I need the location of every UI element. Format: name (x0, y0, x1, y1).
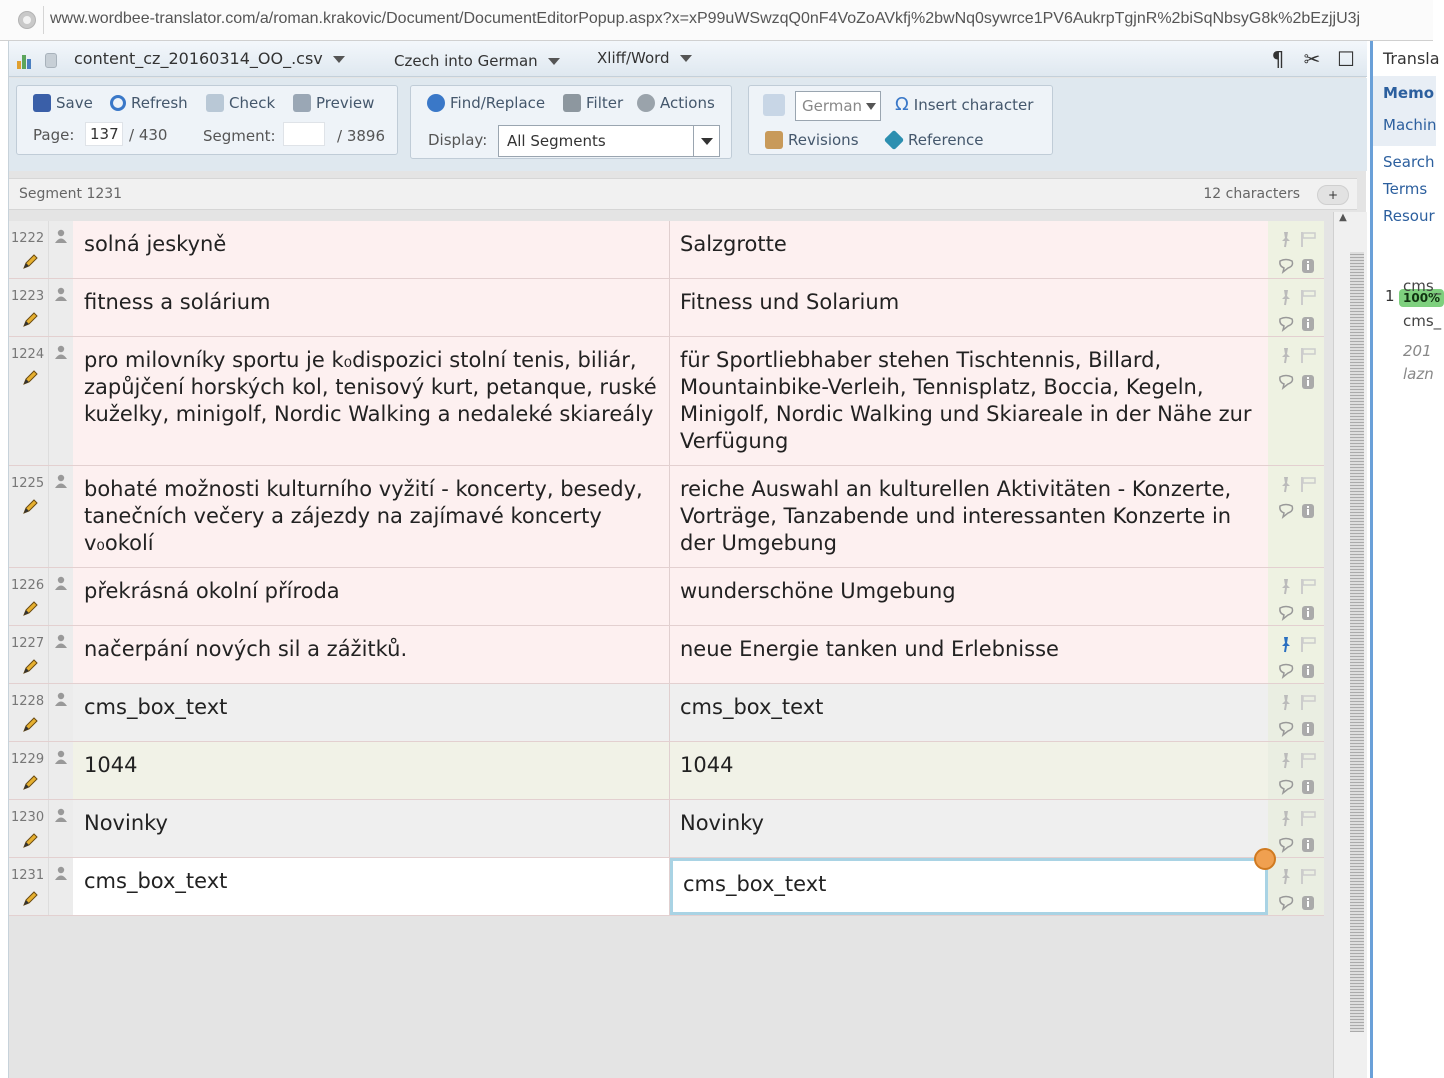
user-icon (55, 229, 67, 243)
segment-actions (1268, 858, 1324, 915)
current-segment-label: Segment 1231 (19, 186, 123, 202)
comment-icon[interactable] (1278, 374, 1294, 390)
reference-icon (884, 130, 904, 150)
editor-toolbar (9, 78, 1367, 171)
pencil-icon[interactable] (21, 253, 39, 271)
segment-total: / 3896 (337, 127, 385, 145)
refresh-button[interactable] (110, 94, 188, 112)
user-icon (55, 576, 67, 590)
flag-icon[interactable] (1300, 752, 1316, 768)
info-icon[interactable] (1300, 721, 1316, 737)
segment-number-cell (9, 626, 49, 683)
user-icon (55, 750, 67, 764)
target-text[interactable]: für Sportliebhaber stehen Tischtennis, Billard, Mountainbike-Verleih, Tennisplatz, Boccia, Kegeln, Minigolf, Nordic Walking und Skiareale in der Nähe zur Verfügung (670, 337, 1268, 465)
source-text: bohaté možnosti kulturního vyžití - koncerty, besedy, tanečních večery a zájezdy na zajímavé koncerty v₀okolí (73, 466, 670, 567)
tools-icon[interactable]: ✂ (1303, 47, 1321, 71)
pencil-icon[interactable] (21, 832, 39, 850)
format-dropdown[interactable] (597, 49, 692, 67)
display-value: All Segments (507, 132, 606, 150)
user-cell (49, 858, 73, 915)
revisions-label: Revisions (788, 131, 859, 149)
tab-machine[interactable]: Machin (1383, 116, 1437, 134)
user-cell (49, 800, 73, 857)
comment-icon[interactable] (1278, 316, 1294, 332)
pin-icon[interactable] (1278, 289, 1294, 305)
info-icon[interactable] (1300, 779, 1316, 795)
segment-number: 1227 (11, 636, 45, 651)
pencil-icon[interactable] (21, 774, 39, 792)
insert-character-label: Insert character (913, 95, 1034, 114)
check-icon (206, 94, 224, 112)
segment-number-cell (9, 568, 49, 625)
segment-number: 1228 (11, 694, 45, 709)
pencil-icon[interactable] (21, 658, 39, 676)
info-icon[interactable] (1300, 837, 1316, 853)
segment-number: 1223 (11, 289, 45, 304)
pencil-icon[interactable] (21, 890, 39, 908)
segment-number: 1225 (11, 476, 45, 491)
page-input[interactable]: 137 (85, 122, 123, 146)
user-cell (49, 337, 73, 465)
language-dropdown[interactable] (394, 52, 560, 70)
segment-input[interactable] (283, 122, 325, 146)
segment-number: 1226 (11, 578, 45, 593)
segment-actions (1268, 221, 1324, 278)
revisions-icon (765, 131, 783, 149)
target-text[interactable]: neue Energie tanken und Erlebnisse (670, 626, 1268, 683)
segment-row[interactable] (9, 279, 1324, 337)
user-cell (49, 684, 73, 741)
match-percent-badge: 100% (1399, 289, 1444, 307)
match-source-text[interactable]: cms_ (1403, 277, 1442, 295)
segment-number: 1229 (11, 752, 45, 767)
user-icon (55, 866, 67, 880)
actions-label: Actions (660, 94, 715, 112)
find-replace-label: Find/Replace (450, 94, 546, 112)
user-cell (49, 742, 73, 799)
segment-grid (9, 221, 1324, 916)
page-total: / 430 (129, 126, 168, 144)
format-name: Xliff/Word (597, 49, 670, 67)
grid-scrollbar[interactable] (1333, 212, 1367, 1078)
comment-icon[interactable] (1278, 837, 1294, 853)
segment-row[interactable] (9, 626, 1324, 684)
segment-number-cell (9, 279, 49, 336)
segment-number-cell (9, 221, 49, 278)
filter-icon (563, 94, 581, 112)
segment-number-cell (9, 742, 49, 799)
file-dropdown[interactable] (74, 49, 345, 68)
spellcheck-language-select[interactable] (795, 91, 881, 121)
pencil-icon[interactable] (21, 311, 39, 329)
scroll-up-icon[interactable]: ▲ (1339, 212, 1347, 223)
omega-icon: Ω (895, 94, 909, 115)
segment-actions (1268, 626, 1324, 683)
segment-row[interactable] (9, 337, 1324, 466)
target-text[interactable]: reiche Auswahl an kulturellen Aktivitäten - Konzerte, Vorträge, Tanzabende und interessanten Konzerte in der Umgebung (670, 466, 1268, 567)
spellcheck-icon[interactable] (763, 94, 785, 116)
pin-icon[interactable] (1278, 810, 1294, 826)
user-icon (55, 345, 67, 359)
source-text: solná jeskyně (73, 221, 670, 278)
pin-icon[interactable] (1278, 578, 1294, 594)
segment-row[interactable] (9, 568, 1324, 626)
segment-row[interactable] (9, 466, 1324, 568)
source-text: cms_box_text (73, 858, 670, 915)
chevron-down-icon (866, 103, 876, 110)
pilcrow-icon[interactable]: ¶ (1271, 47, 1285, 71)
stats-chart-icon[interactable] (17, 53, 35, 69)
comment-icon[interactable] (1278, 258, 1294, 274)
comment-icon[interactable] (1278, 779, 1294, 795)
segment-number-cell (9, 466, 49, 567)
user-icon (55, 474, 67, 488)
chevron-down-icon (680, 55, 692, 62)
segment-info-bar (9, 178, 1357, 210)
source-text: překrásná okolní příroda (73, 568, 670, 625)
pencil-icon[interactable] (21, 600, 39, 618)
segment-actions (1268, 568, 1324, 625)
save-icon (33, 94, 51, 112)
preview-label: Preview (316, 94, 375, 112)
search-icon (427, 94, 445, 112)
pin-icon[interactable] (1278, 476, 1294, 492)
url-text[interactable]: www.wordbee-translator.com/a/roman.krakovic/Document/DocumentEditorPopup.aspx?x=xP99uWSwzqQ0nF4VoZoAVkfj%2bwNq0sywrce1PV6AukrpTgjnR%2biSqNbsyG8k%2bEzjjU3j (50, 10, 1361, 27)
character-count: 12 characters (1203, 186, 1300, 202)
target-text[interactable]: wunderschöne Umgebung (670, 568, 1268, 625)
segment-actions (1268, 279, 1324, 336)
user-icon (55, 287, 67, 301)
comment-icon[interactable] (1278, 605, 1294, 621)
segment-actions (1268, 742, 1324, 799)
titlebar-actions (1267, 47, 1357, 71)
url-separator (43, 6, 44, 34)
user-icon (55, 634, 67, 648)
source-text: načerpání nových sil a zážitků. (73, 626, 670, 683)
filter-button[interactable] (563, 94, 623, 112)
pencil-icon[interactable] (21, 716, 39, 734)
target-text[interactable]: Novinky (670, 800, 1268, 857)
chevron-down-icon (548, 58, 560, 65)
match-date: 201 (1403, 342, 1432, 360)
info-icon[interactable] (1300, 316, 1316, 332)
segment-number-cell (9, 337, 49, 465)
segment-actions (1268, 337, 1324, 465)
segment-actions (1268, 684, 1324, 741)
expand-button[interactable]: + (1317, 185, 1349, 205)
flag-icon[interactable] (1300, 636, 1316, 652)
comment-icon[interactable] (1278, 663, 1294, 679)
find-replace-button[interactable] (427, 94, 545, 112)
tab-memory[interactable]: Memo (1383, 84, 1435, 102)
target-text[interactable]: cms_box_text (670, 858, 1268, 915)
target-text[interactable]: Fitness und Solarium (670, 279, 1268, 336)
segment-number-cell (9, 858, 49, 915)
source-text: fitness a solárium (73, 279, 670, 336)
match-resource: lazn (1403, 365, 1434, 383)
pin-icon[interactable] (1278, 347, 1294, 363)
insert-character-button[interactable] (895, 94, 1033, 115)
info-icon[interactable] (45, 53, 57, 68)
flag-icon[interactable] (1300, 476, 1316, 492)
pencil-icon[interactable] (21, 369, 39, 387)
segment-number-cell (9, 800, 49, 857)
save-label: Save (56, 94, 93, 112)
editor-titlebar (9, 41, 1367, 77)
source-text: cms_box_text (73, 684, 670, 741)
refresh-label: Refresh (131, 94, 188, 112)
segment-number: 1224 (11, 347, 45, 362)
target-text[interactable]: cms_box_text (670, 684, 1268, 741)
target-text[interactable]: 1044 (670, 742, 1268, 799)
search-group (410, 85, 732, 159)
user-icon (55, 808, 67, 822)
info-icon[interactable] (1300, 663, 1316, 679)
chevron-down-icon (693, 126, 719, 156)
revisions-button[interactable] (765, 131, 859, 149)
user-cell (49, 279, 73, 336)
segment-row[interactable] (9, 858, 1324, 916)
user-cell (49, 466, 73, 567)
display-label: Display: (428, 131, 488, 149)
info-icon[interactable] (1300, 374, 1316, 390)
maximize-icon[interactable]: ☐ (1337, 47, 1355, 71)
user-cell (49, 568, 73, 625)
segment-row[interactable] (9, 684, 1324, 742)
segment-number: 1231 (11, 868, 45, 883)
segment-number: 1230 (11, 810, 45, 825)
user-icon (55, 692, 67, 706)
source-text: Novinky (73, 800, 670, 857)
chevron-down-icon (333, 56, 345, 63)
page-label: Page: (33, 126, 75, 144)
panel-search-link[interactable]: Search (1383, 153, 1435, 171)
pin-icon[interactable] (1278, 868, 1294, 884)
save-button[interactable] (33, 94, 93, 112)
user-cell (49, 626, 73, 683)
refresh-icon (110, 95, 126, 111)
segment-number-cell (9, 684, 49, 741)
panel-terms-link[interactable]: Terms (1383, 180, 1428, 198)
source-text: 1044 (73, 742, 670, 799)
segment-row[interactable] (9, 800, 1324, 858)
check-button[interactable] (206, 94, 275, 112)
gear-icon (637, 94, 655, 112)
comment-icon[interactable] (1278, 895, 1294, 911)
pin-icon[interactable] (1278, 694, 1294, 710)
globe-icon (18, 11, 36, 29)
flag-icon[interactable] (1300, 347, 1316, 363)
pin-icon[interactable] (1278, 231, 1294, 247)
comment-icon[interactable] (1278, 721, 1294, 737)
info-icon[interactable] (1300, 258, 1316, 274)
info-icon[interactable] (1300, 605, 1316, 621)
segment-number: 1222 (11, 231, 45, 246)
panel-title: Transla (1383, 49, 1440, 68)
flag-icon[interactable] (1300, 810, 1316, 826)
segment-row[interactable] (9, 221, 1324, 279)
preview-button[interactable] (293, 94, 374, 112)
reference-button[interactable] (885, 131, 984, 149)
match-target-text[interactable]: cms_ (1403, 312, 1442, 330)
panel-tabs (1373, 76, 1436, 146)
translation-panel (1370, 41, 1442, 1078)
file-actions-group (16, 85, 398, 155)
segment-label: Segment: (203, 127, 276, 145)
language-tools-group (748, 85, 1053, 155)
info-icon[interactable] (1300, 503, 1316, 519)
close-segment-icon[interactable] (1254, 848, 1276, 870)
info-icon[interactable] (1300, 895, 1316, 911)
target-text[interactable]: Salzgrotte (670, 221, 1268, 278)
segment-actions (1268, 800, 1324, 857)
segment-actions (1268, 466, 1324, 567)
pin-icon[interactable] (1278, 636, 1294, 652)
reference-label: Reference (908, 131, 984, 149)
pencil-icon[interactable] (21, 498, 39, 516)
actions-button[interactable] (637, 94, 715, 112)
flag-icon[interactable] (1300, 694, 1316, 710)
source-text: pro milovníky sportu je k₀dispozici stolní tenis, biliár, zapůjčení horských kol, tenisový kurt, petanque, ruské kuželky, minigolf, Nordic Walking a nedaleké skiareály (73, 337, 670, 465)
segment-row[interactable] (9, 742, 1324, 800)
browser-url-bar[interactable] (0, 0, 1433, 41)
preview-icon (293, 94, 311, 112)
flag-icon[interactable] (1300, 578, 1316, 594)
language-pair: Czech into German (394, 52, 538, 70)
display-select[interactable] (498, 125, 720, 157)
editor-window (8, 41, 1366, 1078)
panel-resources-link[interactable]: Resour (1383, 207, 1435, 225)
pin-icon[interactable] (1278, 752, 1294, 768)
file-name: content_cz_20160314_OO_.csv (74, 49, 323, 68)
flag-icon[interactable] (1300, 231, 1316, 247)
match-number: 1 (1385, 287, 1395, 305)
scrollbar-track[interactable] (1350, 252, 1364, 1032)
flag-icon[interactable] (1300, 289, 1316, 305)
user-cell (49, 221, 73, 278)
flag-icon[interactable] (1300, 868, 1316, 884)
spellcheck-language-value: German (802, 97, 863, 115)
check-label: Check (229, 94, 276, 112)
comment-icon[interactable] (1278, 503, 1294, 519)
filter-label: Filter (586, 94, 624, 112)
